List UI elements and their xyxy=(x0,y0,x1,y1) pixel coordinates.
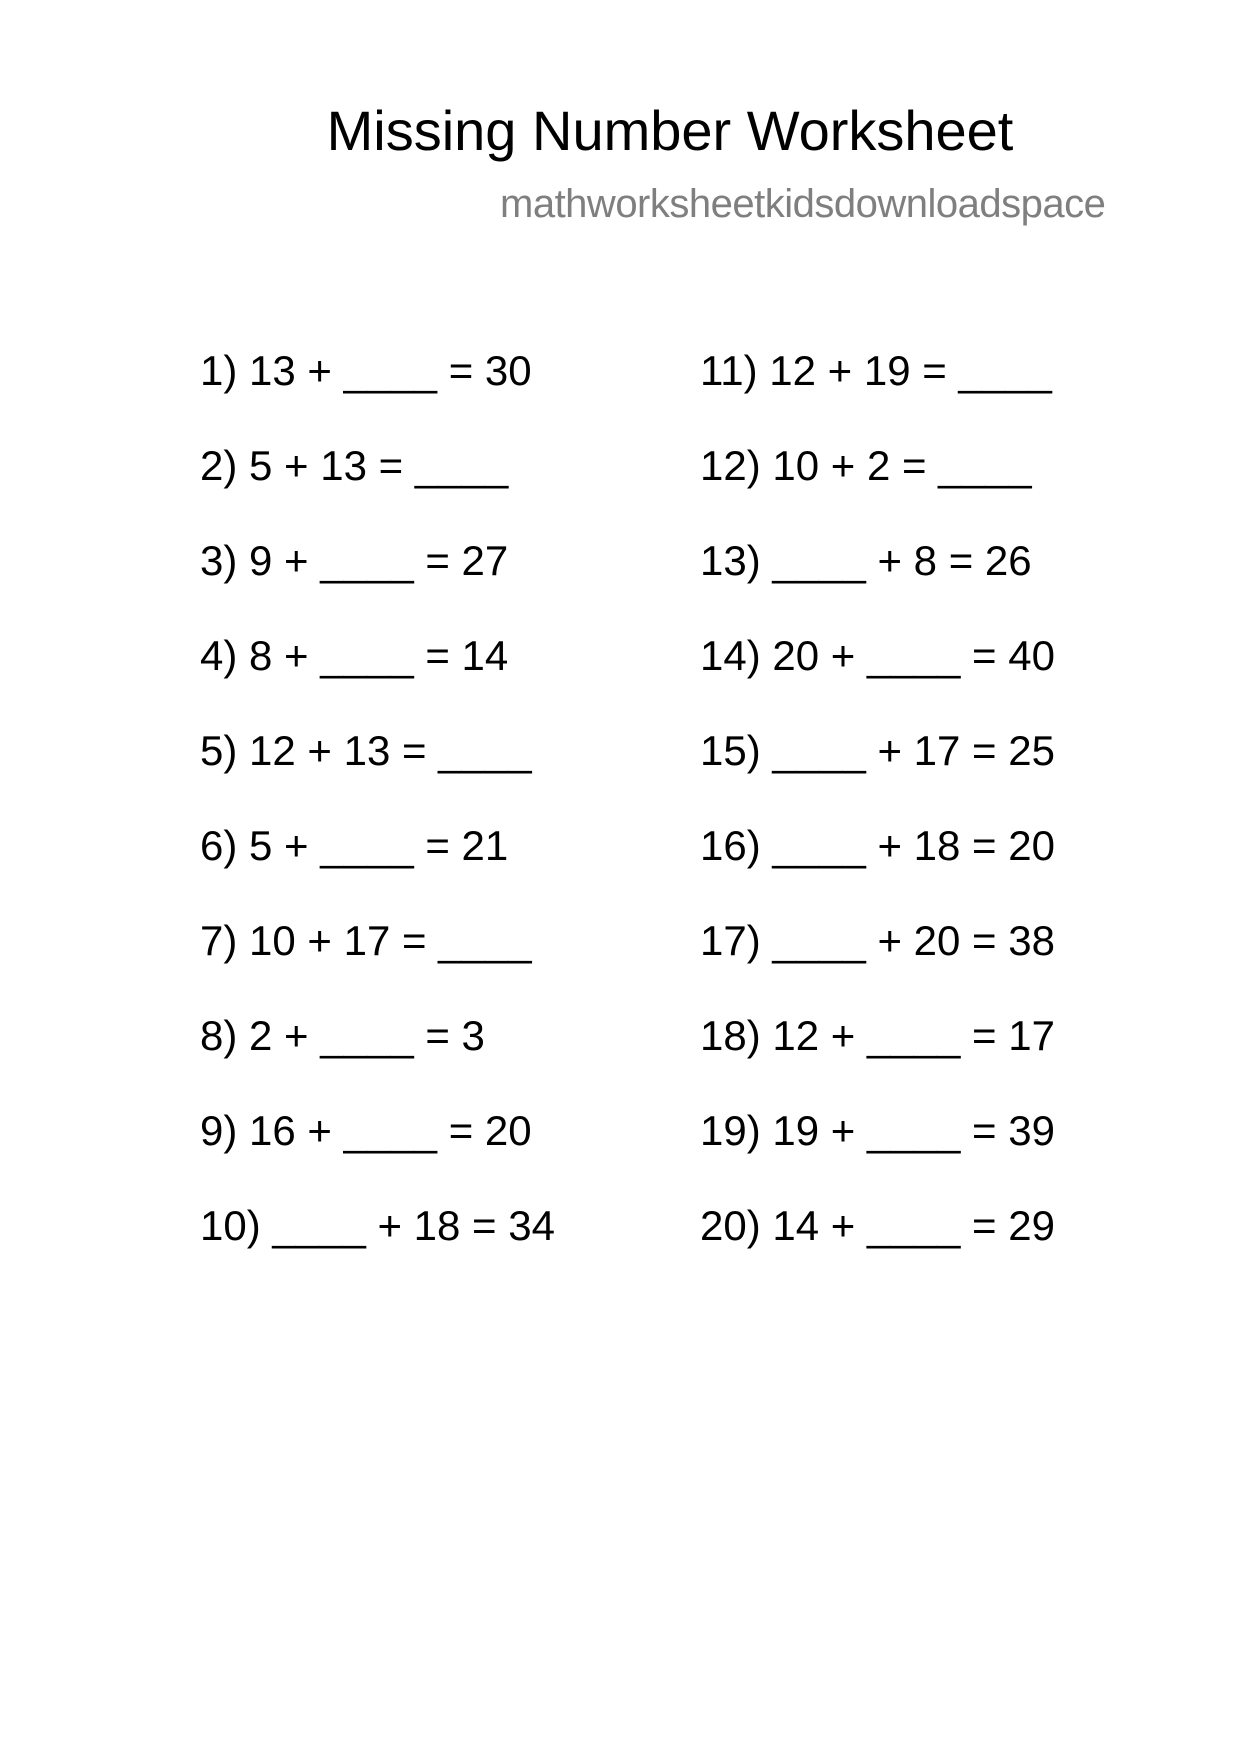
problem-20: 20) 14 + ____ = 29 xyxy=(700,1202,1055,1249)
problems-column-left xyxy=(200,347,555,1300)
problem-17: 17) ____ + 20 = 38 xyxy=(700,917,1055,964)
problem-3: 3) 9 + ____ = 27 xyxy=(200,537,509,584)
problem-4: 4) 8 + ____ = 14 xyxy=(200,632,509,679)
problem-14: 14) 20 + ____ = 40 xyxy=(700,632,1055,679)
problem-19: 19) 19 + ____ = 39 xyxy=(700,1107,1055,1154)
problem-16: 16) ____ + 18 = 20 xyxy=(700,822,1055,869)
problem-9: 9) 16 + ____ = 20 xyxy=(200,1107,532,1154)
problem-5: 5) 12 + 13 = ____ xyxy=(200,727,532,774)
problem-8: 8) 2 + ____ = 3 xyxy=(200,1012,485,1059)
problem-7: 7) 10 + 17 = ____ xyxy=(200,917,532,964)
problem-2: 2) 5 + 13 = ____ xyxy=(200,442,509,489)
problem-15: 15) ____ + 17 = 25 xyxy=(700,727,1055,774)
problem-12: 12) 10 + 2 = ____ xyxy=(700,442,1032,489)
problem-1: 1) 13 + ____ = 30 xyxy=(200,347,532,394)
problem-13: 13) ____ + 8 = 26 xyxy=(700,537,1032,584)
problem-11: 11) 12 + 19 = ____ xyxy=(700,347,1052,394)
problem-6: 6) 5 + ____ = 21 xyxy=(200,822,509,869)
problem-10: 10) ____ + 18 = 34 xyxy=(200,1202,555,1249)
problem-18: 18) 12 + ____ = 17 xyxy=(700,1012,1055,1059)
watermark-subtitle: mathworksheetkidsdownloadspace xyxy=(500,182,1106,226)
problems-column-right xyxy=(700,347,1055,1300)
page-title: Missing Number Worksheet xyxy=(326,99,1014,162)
